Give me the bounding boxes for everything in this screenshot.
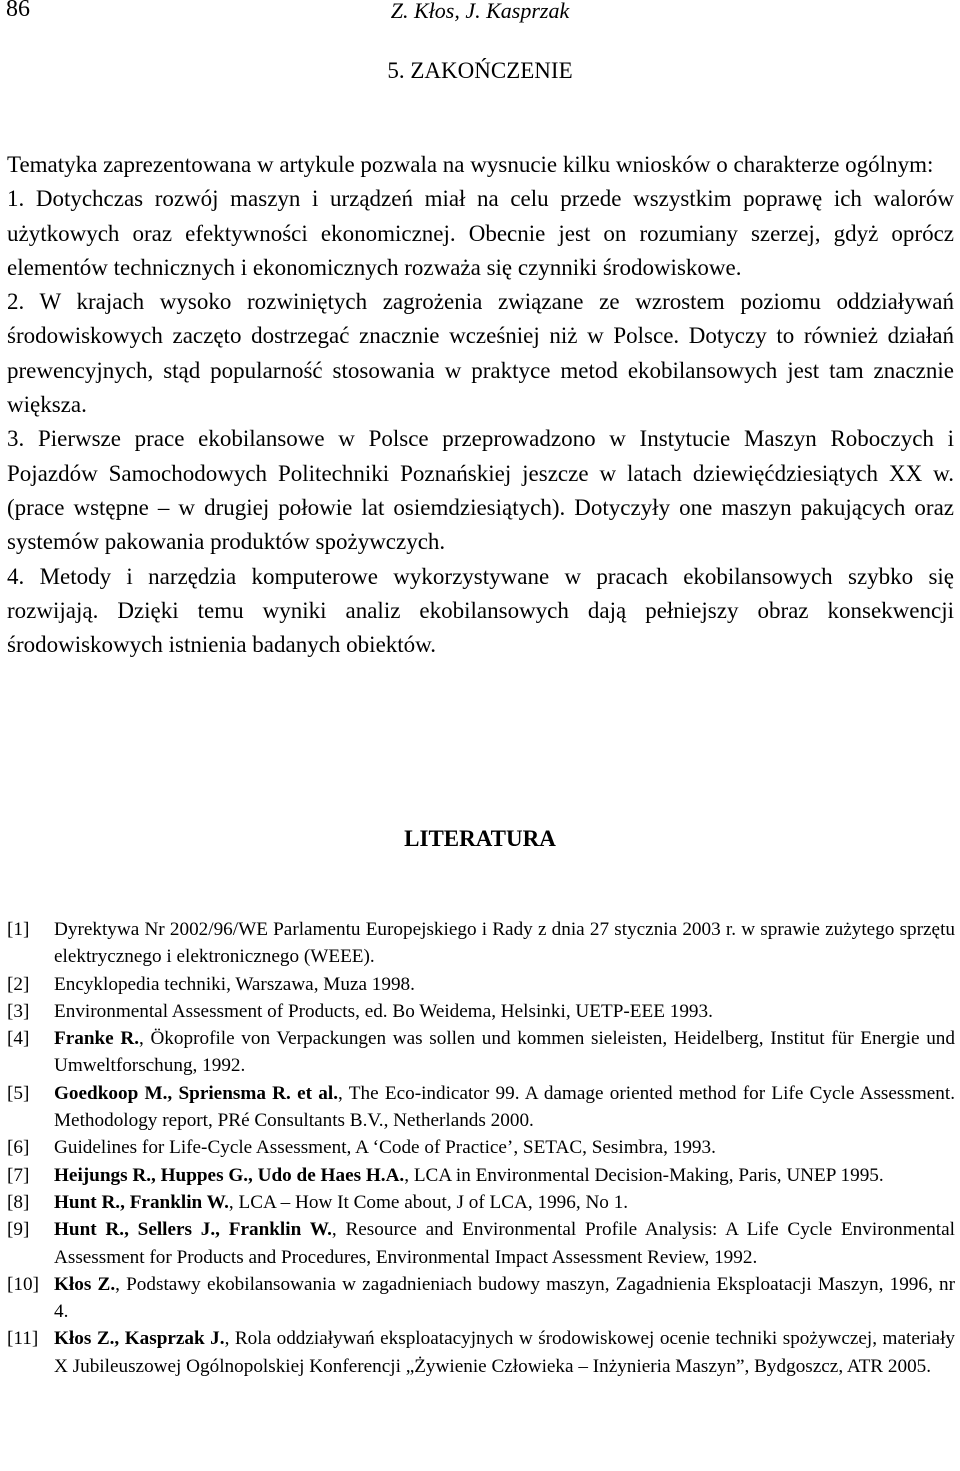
reference-item [7,1134,955,1161]
reference-authors: Hunt R., Franklin W. [54,1191,229,1213]
page-header [6,0,954,28]
conclusion-item: 4. Metody i narzędzia komputerowe wykorzystywane w pracach ekobilansowych szybko się rozwijają. Dzięki temu wyniki analiz ekobilansowych dają pełniejszy obraz konsekwencji środowiskowych istnienia badanych obiektów. [7,563,954,658]
reference-text: , LCA – How It Come about, J of LCA, 1996, No 1. [228,1191,629,1213]
reference-text: , The Eco-indicator 99. A damage oriented method for Life Cycle Assessment. Methodology report, PRé Consultants B.V., Netherlands 2000. [54,1082,955,1132]
reference-number: [10] [7,1273,39,1295]
reference-text: Dyrektywa Nr 2002/96/WE Parlamentu Europejskiego i Rady z dnia 27 stycznia 2003 r. w sprawie zużytego sprzętu elektrycznego i elektronicznego (WEEE). [54,919,955,968]
conclusion-item: 3. Pierwsze prace ekobilansowe w Polsce przeprowadzono w Instytucie Maszyn Roboczych i Pojazdów Samochodowych Politechniki Poznańskiej jeszcze w latach dziewięćdziesiątych XX w. (prace wstępne – w drugiej połowie lat osiemdziesiątych). Dotyczyły one maszyn pakujących oraz systemów pakowania produktów spożywczych. [7,426,954,555]
reference-text: Encyklopedia techniki, Warszawa, Muza 1998. [54,973,415,995]
reference-item [7,1325,955,1380]
reference-text: , Podstawy ekobilansowania w zagadnieniach budowy maszyn, Zagadnienia Eksploatacji Maszyn, 1996, nr 4. [54,1273,955,1323]
reference-item [7,1162,955,1189]
reference-text: , LCA in Environmental Decision-Making, Paris, UNEP 1995. [404,1164,884,1186]
conclusion-item: 1. Dotychczas rozwój maszyn i urządzeń miał na celu przede wszystkim poprawę ich walorów użytkowych oraz efektywności ekonomicznej. Obecnie jest on rozumiany szerzej, gdyż oprócz elementów technicznych i ekonomicznych rozważa się czynniki środowiskowe. [7,186,954,280]
reference-authors: Kłos Z. [54,1273,116,1295]
reference-authors: Kłos Z., Kasprzak J. [54,1328,225,1350]
reference-number: [6] [7,1137,30,1159]
reference-authors: Heijungs R., Huppes G., Udo de Haes H.A. [54,1164,405,1186]
reference-number: [7] [7,1164,30,1186]
reference-item [7,1080,955,1135]
reference-authors: Goedkoop M., Spriensma R. et al. [54,1082,339,1104]
reference-number: [5] [7,1082,30,1104]
reference-list [7,916,955,1380]
reference-text: Guidelines for Life-Cycle Assessment, A ‘Code of Practice’, SETAC, Sesimbra, 1993. [54,1137,716,1159]
reference-number: [8] [7,1191,30,1213]
reference-number: [1] [7,919,30,940]
reference-item [7,916,955,971]
reference-authors: Franke R. [54,1028,139,1050]
reference-number: [11] [7,1328,39,1350]
reference-item [7,1189,955,1216]
reference-text: , Rola oddziaływań eksploatacyjnych w środowiskowej ocenie techniki spożywczej, materiały X Jubileuszowej Ogólnopolskiej Konferencji „Żywienie Człowieka – Inżynieria Maszyn”, Bydgoszcz, ATR 2005. [54,1328,955,1377]
reference-number: [4] [7,1028,30,1050]
reference-item [7,1271,955,1326]
page-number: 86 [6,0,30,22]
reference-item [7,971,955,998]
reference-number: [3] [7,1000,30,1022]
reference-item [7,998,955,1025]
reference-number: [9] [7,1219,30,1241]
conclusions-body [7,148,954,662]
reference-text: Environmental Assessment of Products, ed. Bo Weidema, Helsinki, UETP-EEE 1993. [54,1000,713,1022]
reference-number: [2] [7,973,30,995]
conclusion-item: 2. W krajach wysoko rozwiniętych zagrożenia związane ze wzrostem poziomu oddziaływań środowiskowych zaczęto dostrzegać znacznie wcześniej niż w Polsce. Dotyczy to również działań prewencyjnych, stąd popularność stosowania w praktyce metod ekobilansowych jest tam znacznie większa. [7,289,954,418]
intro-paragraph: Tematyka zaprezentowana w artykule pozwala na wysnucie kilku wniosków o charakterze ogólnym: [7,152,934,177]
literature-title: LITERATURA [404,826,556,851]
reference-authors: Hunt R., Sellers J., Franklin W. [54,1219,332,1241]
reference-item [7,1216,955,1271]
reference-text: , Ökoprofile von Verpackungen was sollen und kommen sieleisten, Heidelberg, Institut für Energie und Umweltforschung, 1992. [54,1028,955,1077]
reference-text: , Resource and Environmental Profile Analysis: A Life Cycle Environmental Assessment for Products and Procedures, Environmental Impact Assessment Review, 1992. [54,1219,955,1268]
running-head: Z. Kłos, J. Kasprzak [390,0,570,23]
reference-item [7,1025,955,1080]
section-title: 5. ZAKOŃCZENIE [387,58,573,83]
